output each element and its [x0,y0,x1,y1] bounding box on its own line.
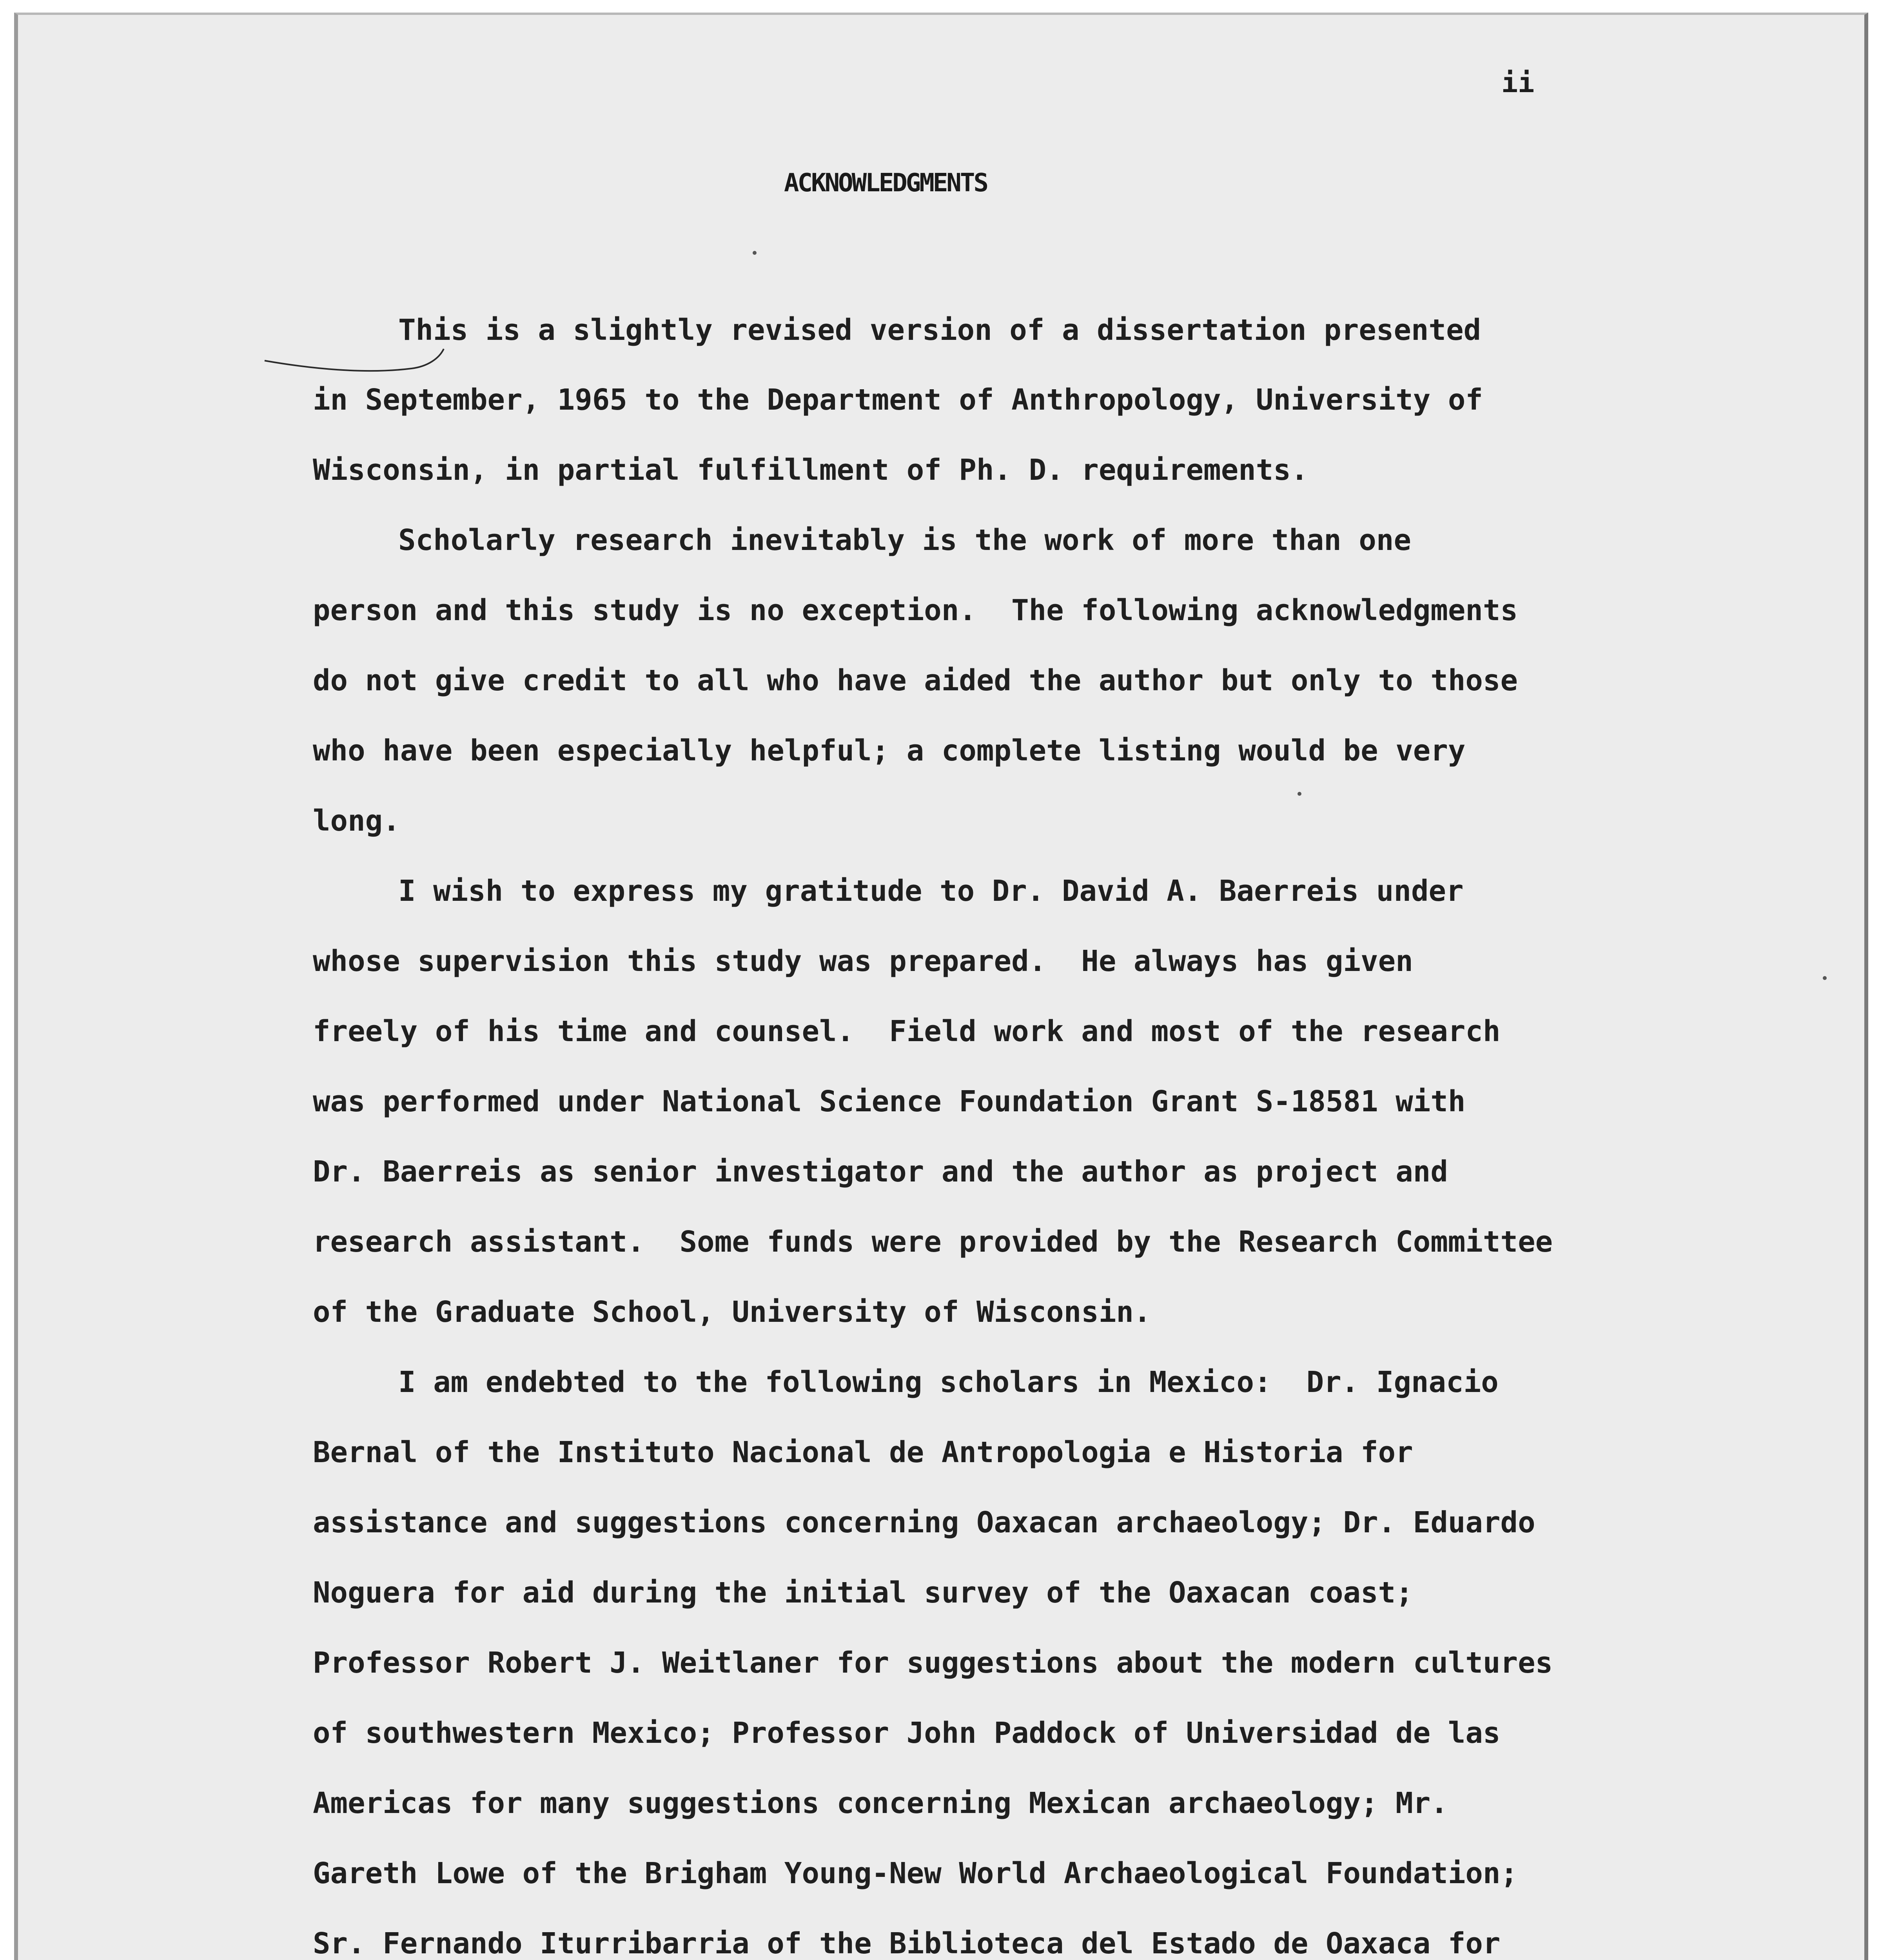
page-title: ACKNOWLEDGMENTS [784,169,987,198]
text-line: Professor Robert J. Weitlaner for suggestions about the modern cultures [313,1646,1553,1680]
text-line: This is a slightly revised version of a dissertation presented [398,313,1481,347]
dust-speck [1297,792,1301,796]
text-line: of southwestern Mexico; Professor John Paddock of Universidad de las [313,1716,1501,1750]
text-line: Bernal of the Instituto Nacional de Antropologia e Historia for [313,1436,1413,1469]
dust-speck [753,251,757,255]
text-line: who have been especially helpful; a complete listing would be very [313,734,1466,768]
text-line: whose supervision this study was prepared. He always has given [313,944,1413,978]
text-line: I wish to express my gratitude to Dr. David A. Baerreis under [398,874,1464,908]
page-number: ii [1501,67,1535,99]
dust-speck [1823,976,1827,980]
text-line: Sr. Fernando Iturribarria of the Biblioteca del Estado de Oaxaca for [313,1927,1501,1960]
text-line: Noguera for aid during the initial survey of the Oaxacan coast; [313,1576,1413,1610]
text-line: do not give credit to all who have aided the author but only to those [313,664,1518,697]
text-line: long. [313,804,400,838]
text-line: Americas for many suggestions concerning Mexican archaeology; Mr. [313,1786,1448,1820]
text-line: of the Graduate School, University of Wisconsin. [313,1295,1151,1329]
text-line: Gareth Lowe of the Brigham Young-New World Archaeological Foundation; [313,1857,1518,1890]
text-line: Scholarly research inevitably is the work of more than one [398,523,1412,557]
text-line: I am endebted to the following scholars in Mexico: Dr. Ignacio [398,1365,1499,1399]
text-line: Wisconsin, in partial fulfillment of Ph. D. requirements. [313,453,1308,487]
text-line: person and this study is no exception. The following acknowledgments [313,593,1518,627]
text-line: in September, 1965 to the Department of Anthropology, University of [313,383,1483,417]
text-line: Dr. Baerreis as senior investigator and the author as project and [313,1155,1448,1189]
text-line: assistance and suggestions concerning Oaxacan archaeology; Dr. Eduardo [313,1506,1535,1539]
text-line: research assistant. Some funds were provided by the Research Committee [313,1225,1553,1259]
text-line: freely of his time and counsel. Field work and most of the research [313,1014,1501,1048]
text-line: was performed under National Science Foundation Grant S-18581 with [313,1085,1466,1118]
pen-mark [263,345,447,376]
